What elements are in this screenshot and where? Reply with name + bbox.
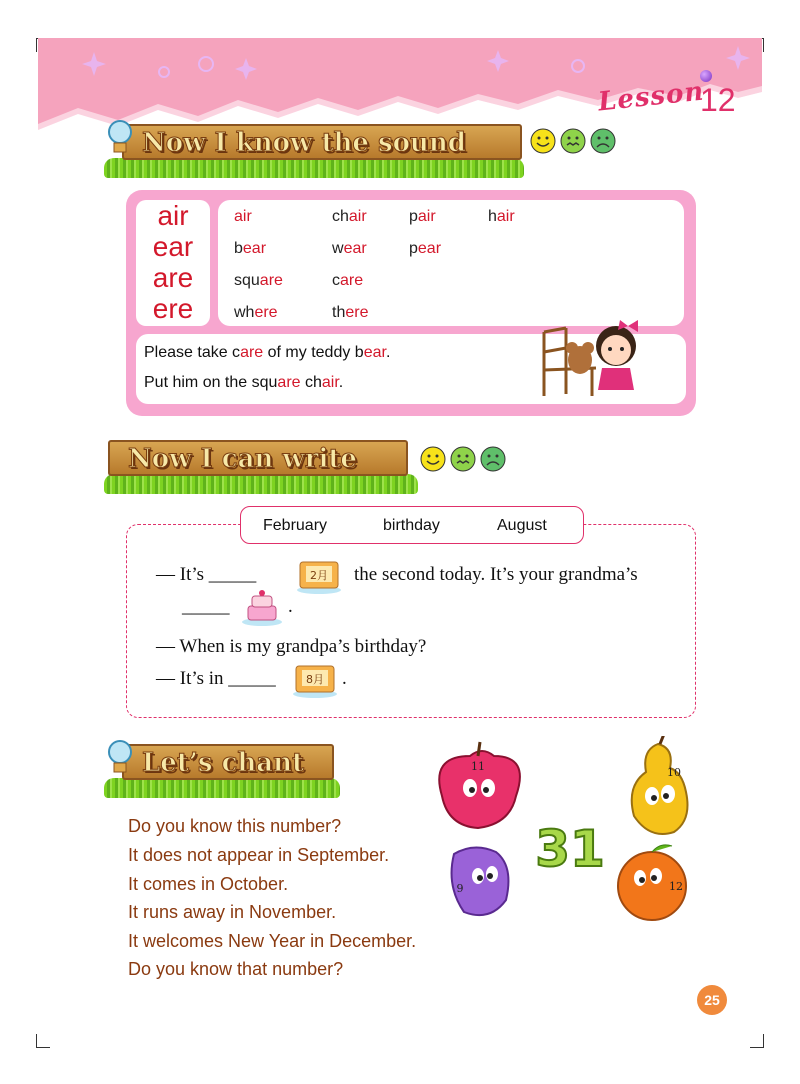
grass-strip xyxy=(104,158,524,178)
fruit-characters-illustration xyxy=(430,736,710,936)
exercise-line-4-end: . xyxy=(342,668,347,689)
wooden-sign xyxy=(108,440,408,476)
sad-face-icon[interactable] xyxy=(480,446,506,472)
exercise-line-2-end: . xyxy=(288,596,293,617)
crop-mark-bottom-right xyxy=(750,1034,764,1048)
sound-word: chair xyxy=(332,208,367,225)
lightbulb-icon xyxy=(104,738,136,778)
wooden-sign xyxy=(122,124,522,160)
sound-word: air xyxy=(234,208,252,225)
section-header-write xyxy=(104,434,424,498)
chant-line: Do you know that number? xyxy=(128,959,344,979)
orange-number: 12 xyxy=(669,880,683,893)
number-thirty-one: 31 xyxy=(535,820,605,878)
chant-line: It comes in October. xyxy=(128,874,289,894)
word-bank-item: birthday xyxy=(383,517,440,534)
chant-line: It welcomes New Year in December. xyxy=(128,931,417,951)
exercise-line-2-blank[interactable]: _____ xyxy=(182,596,230,617)
neutral-face-icon[interactable] xyxy=(450,446,476,472)
sound-word: where xyxy=(234,304,278,321)
chant-line: It does not appear in September. xyxy=(128,845,390,865)
apple-number: 11 xyxy=(471,760,485,773)
exercise-line-4-start[interactable]: — It’s in _____ xyxy=(156,668,276,689)
sound-key: ere xyxy=(152,293,194,324)
sentence-line: Please take care of my teddy bear. xyxy=(144,344,391,361)
word-bank-item: February xyxy=(263,517,328,534)
plum-number: 9 xyxy=(456,882,464,895)
sound-key: air xyxy=(157,200,189,231)
lesson-label: Lesson xyxy=(596,76,706,118)
section-title-sound: Now I know the sound xyxy=(142,128,466,158)
exercise-line-1-start[interactable]: — It’s _____ xyxy=(156,564,257,585)
grass-strip xyxy=(104,474,418,494)
page-number: 25 xyxy=(697,985,727,1015)
sound-keys-panel xyxy=(136,200,210,326)
self-assessment-faces xyxy=(530,128,616,154)
happy-face-icon[interactable] xyxy=(420,446,446,472)
neutral-face-icon[interactable] xyxy=(560,128,586,154)
calendar-label: 2月 xyxy=(310,569,328,582)
lesson-number: 12 xyxy=(700,82,736,118)
sound-word: pear xyxy=(409,240,442,257)
chant-line: Do you know this number? xyxy=(128,816,342,836)
section-header-chant xyxy=(104,738,344,802)
lightbulb-icon xyxy=(104,118,136,158)
word-bank xyxy=(240,506,584,544)
grass-strip xyxy=(104,778,340,798)
apple-character xyxy=(439,742,520,828)
sound-word: there xyxy=(332,304,369,321)
plum-character xyxy=(452,847,509,915)
word-bank-item: August xyxy=(497,517,547,534)
sound-word: bear xyxy=(234,240,267,257)
pear-character xyxy=(632,736,688,834)
calendar-february-icon xyxy=(296,558,342,594)
sound-key: are xyxy=(152,262,194,293)
self-assessment-faces xyxy=(420,446,506,472)
girl-with-teddy-illustration xyxy=(536,318,646,398)
sad-face-icon[interactable] xyxy=(590,128,616,154)
section-title-write: Now I can write xyxy=(128,444,357,474)
chant-line: It runs away in November. xyxy=(128,902,337,922)
pear-number: 10 xyxy=(667,766,681,779)
happy-face-icon[interactable] xyxy=(530,128,556,154)
sound-word: hair xyxy=(488,208,515,225)
crop-mark-bottom-left xyxy=(36,1034,50,1048)
sound-word: pair xyxy=(409,208,436,225)
section-title-chant: Let’s chant xyxy=(142,748,305,778)
exercise-line-3: — When is my grandpa’s birthday? xyxy=(156,636,427,657)
sound-key: ear xyxy=(152,231,194,262)
sound-word: wear xyxy=(332,240,367,257)
wooden-sign xyxy=(122,744,334,780)
exercise-line-1-end: the second today. It’s your grandma’s xyxy=(354,564,638,585)
birthday-cake-icon xyxy=(240,586,284,626)
calendar-label: 8月 xyxy=(306,673,324,686)
sound-word: care xyxy=(332,272,364,289)
sentence-line: Put him on the square chair. xyxy=(144,374,344,391)
orange-character xyxy=(618,845,686,920)
calendar-august-icon xyxy=(292,662,338,698)
sound-word: square xyxy=(234,272,283,289)
sound-words-panel xyxy=(218,200,684,326)
section-header-sound xyxy=(104,118,544,182)
